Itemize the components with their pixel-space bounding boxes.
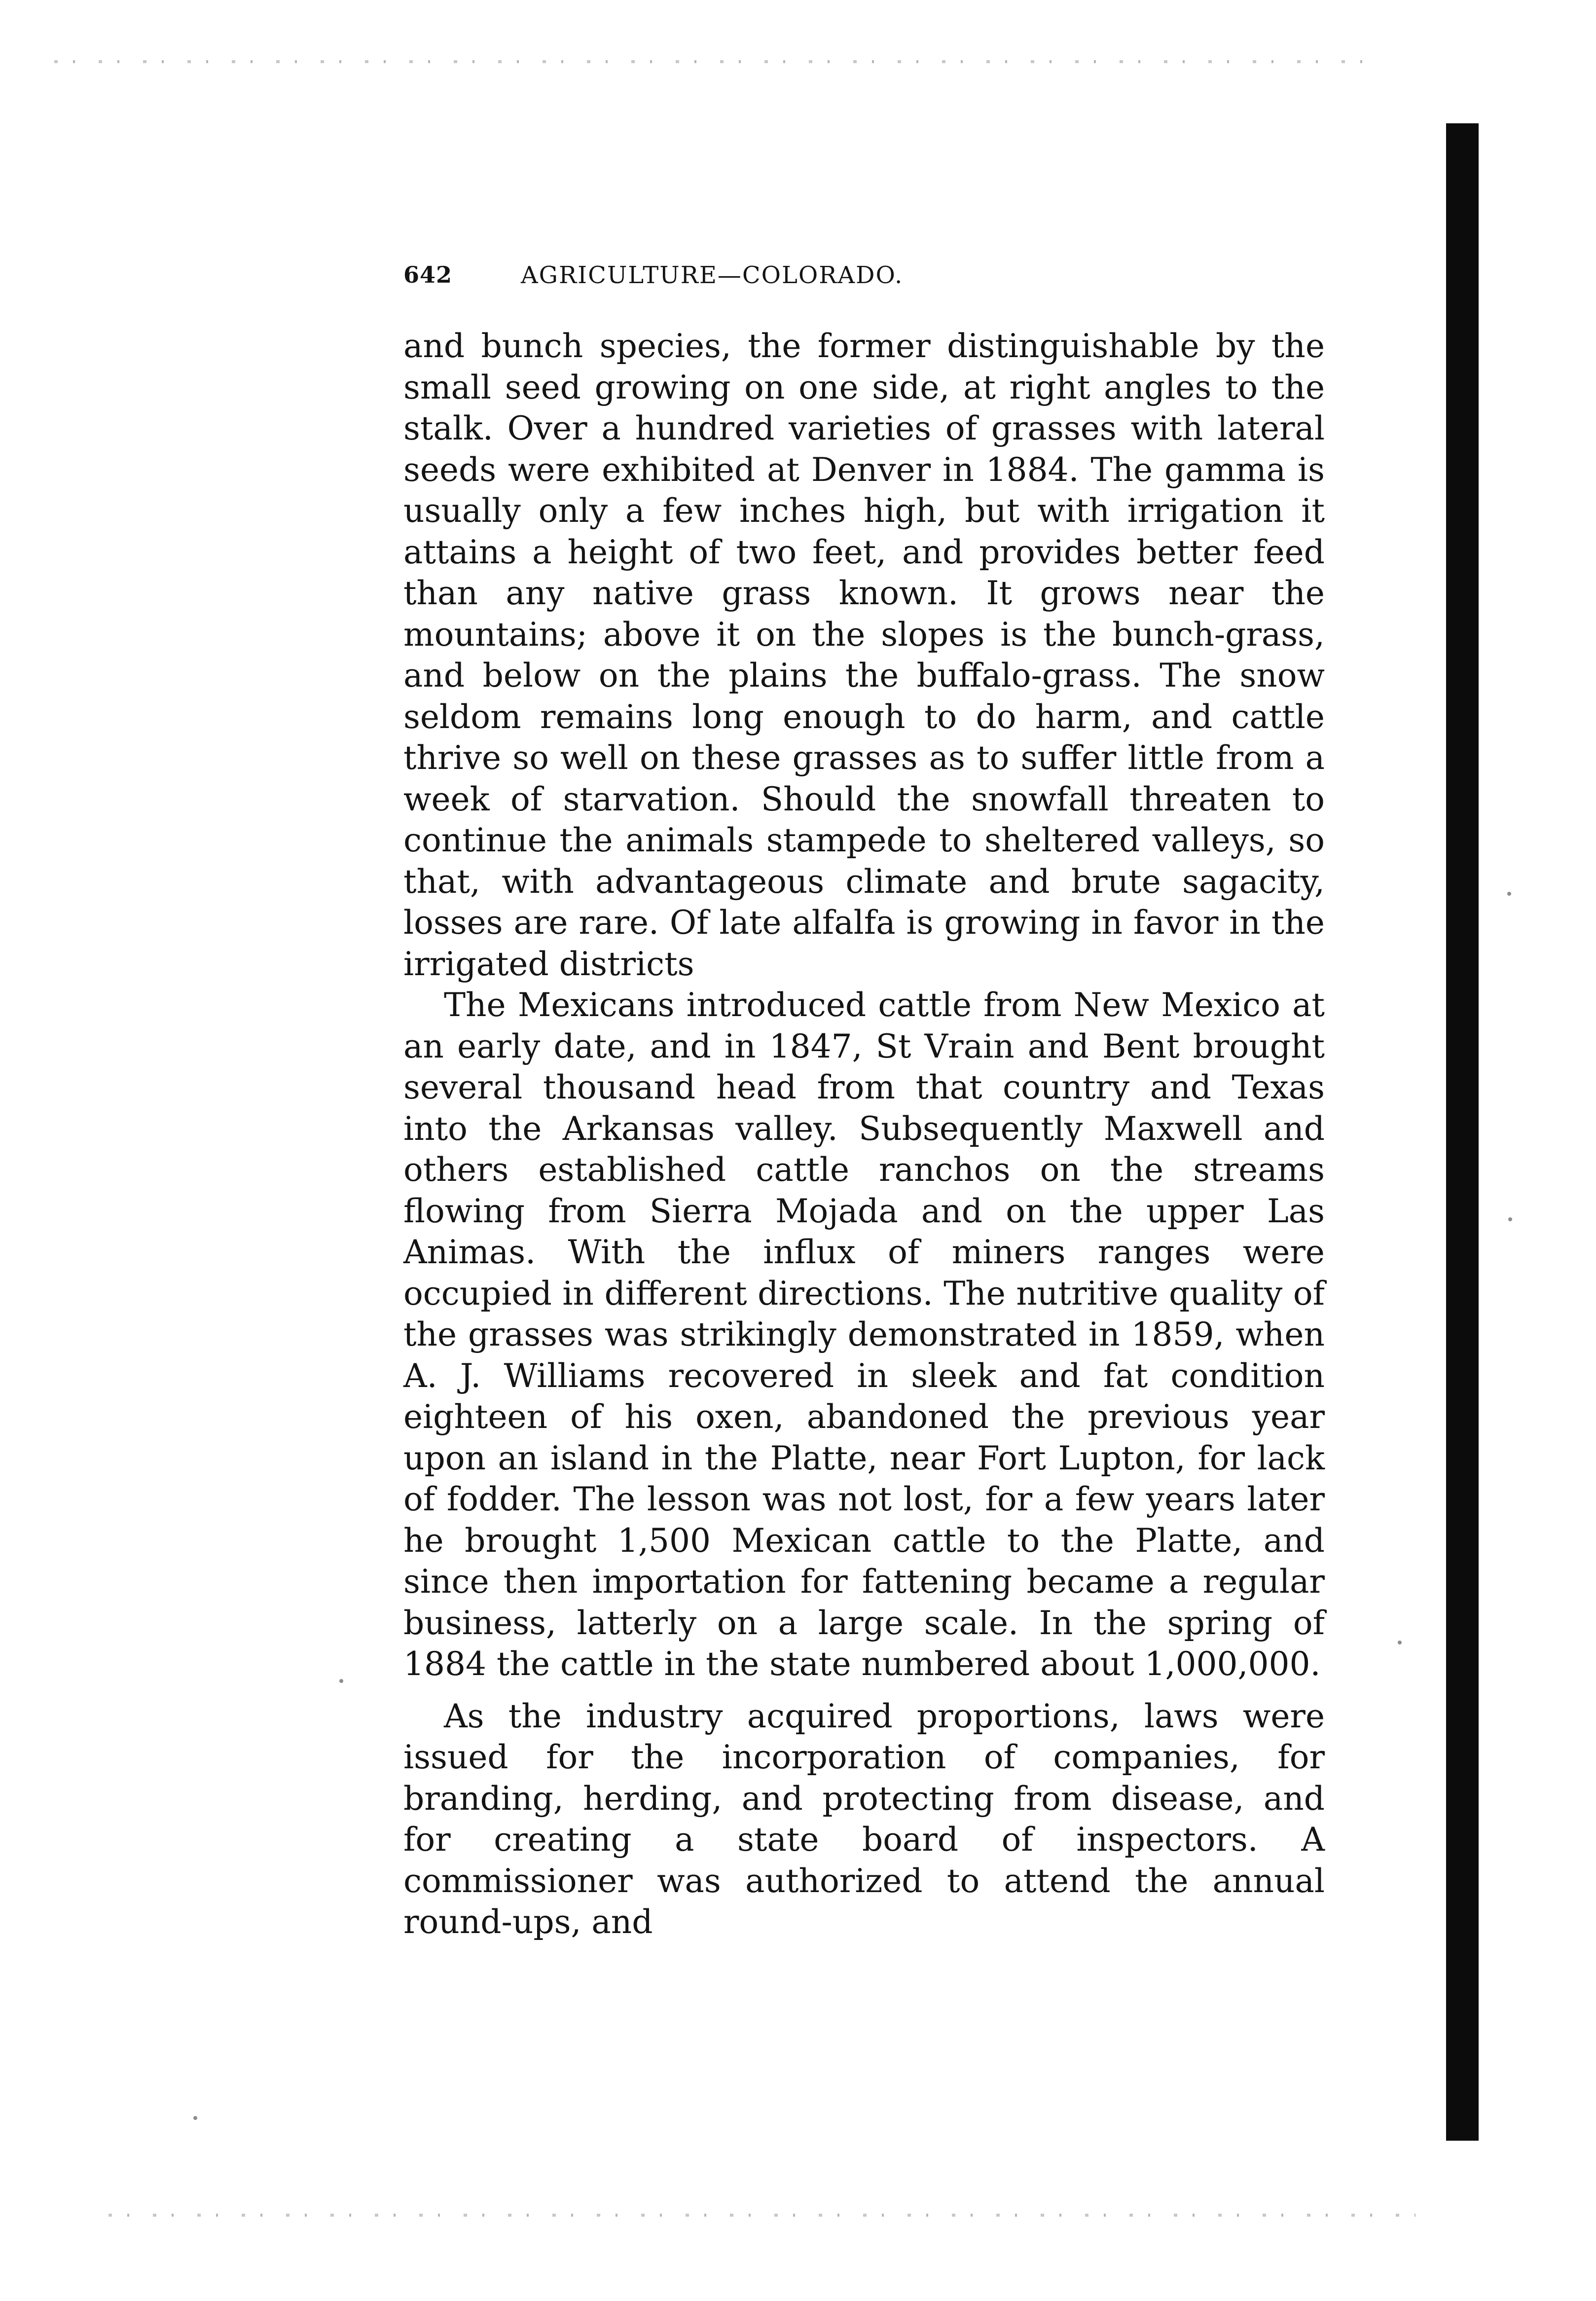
scan-speck [193, 2116, 197, 2120]
body-text [403, 326, 1325, 1943]
paragraph-3: As the industry acquired proportions, laws were issued for the incorporation of companies, for branding, herding, and protecting from disease, and for creating a state board of inspectors. A commissioner was authorized to attend the annual round-ups, and [403, 1697, 1325, 1941]
scan-speck [1507, 892, 1511, 896]
scan-noise-top [54, 60, 1386, 63]
scan-speck [1398, 1641, 1402, 1644]
scan-speck [339, 1679, 343, 1683]
running-head [403, 261, 1301, 296]
scan-noise-bottom [109, 2214, 1415, 2217]
running-title: AGRICULTURE—COLORADO. [521, 261, 904, 289]
paragraph-2: The Mexicans introduced cattle from New Mexico at an early date, and in 1847, St Vrain and Bent brought several thousand head from that country and Texas into the Arkansas valley. Subsequently Maxwell and others established cattle ranchos on the streams flowing from Sierra Mojada and on the upper Las Animas. With the influx of miners ranges were occupied in different directions. The nutritive quality of the grasses was strikingly demonstrated in 1859, when A. J. Williams recovered in sleek and fat condition eighteen of his oxen, abandoned the previous year upon an island in the Platte, near Fort Lupton, for lack of fodder. The lesson was not lost, for a few years later he brought 1,500 Mexican cattle to the Platte, and since then importation for fattening became a regular business, latterly on a large scale. In the spring of 1884 the cattle in the state numbered about 1,000,000. [403, 986, 1325, 1683]
paragraph-1: and bunch species, the former distinguishable by the small seed growing on one side, at right angles to the stalk. Over a hundred varieties of grasses with lateral seeds were exhibited at Denver in 1884. The gamma is usually only a few inches high, but with irrigation it attains a height of two feet, and provides better feed than any native grass known. It grows near the mountains; above it on the slopes is the bunch-grass, and below on the plains the buffalo-grass. The snow seldom remains long enough to do harm, and cattle thrive so well on these grasses as to suffer little from a week of starvation. Should the snowfall threaten to continue the animals stampede to sheltered valleys, so that, with advantageous climate and brute sagacity, losses are rare. Of late alfalfa is growing in favor in the irrigated districts [403, 327, 1325, 983]
page-number: 642 [403, 261, 453, 288]
scan-edge-shadow [1446, 123, 1479, 2141]
scan-speck [1508, 1217, 1512, 1221]
